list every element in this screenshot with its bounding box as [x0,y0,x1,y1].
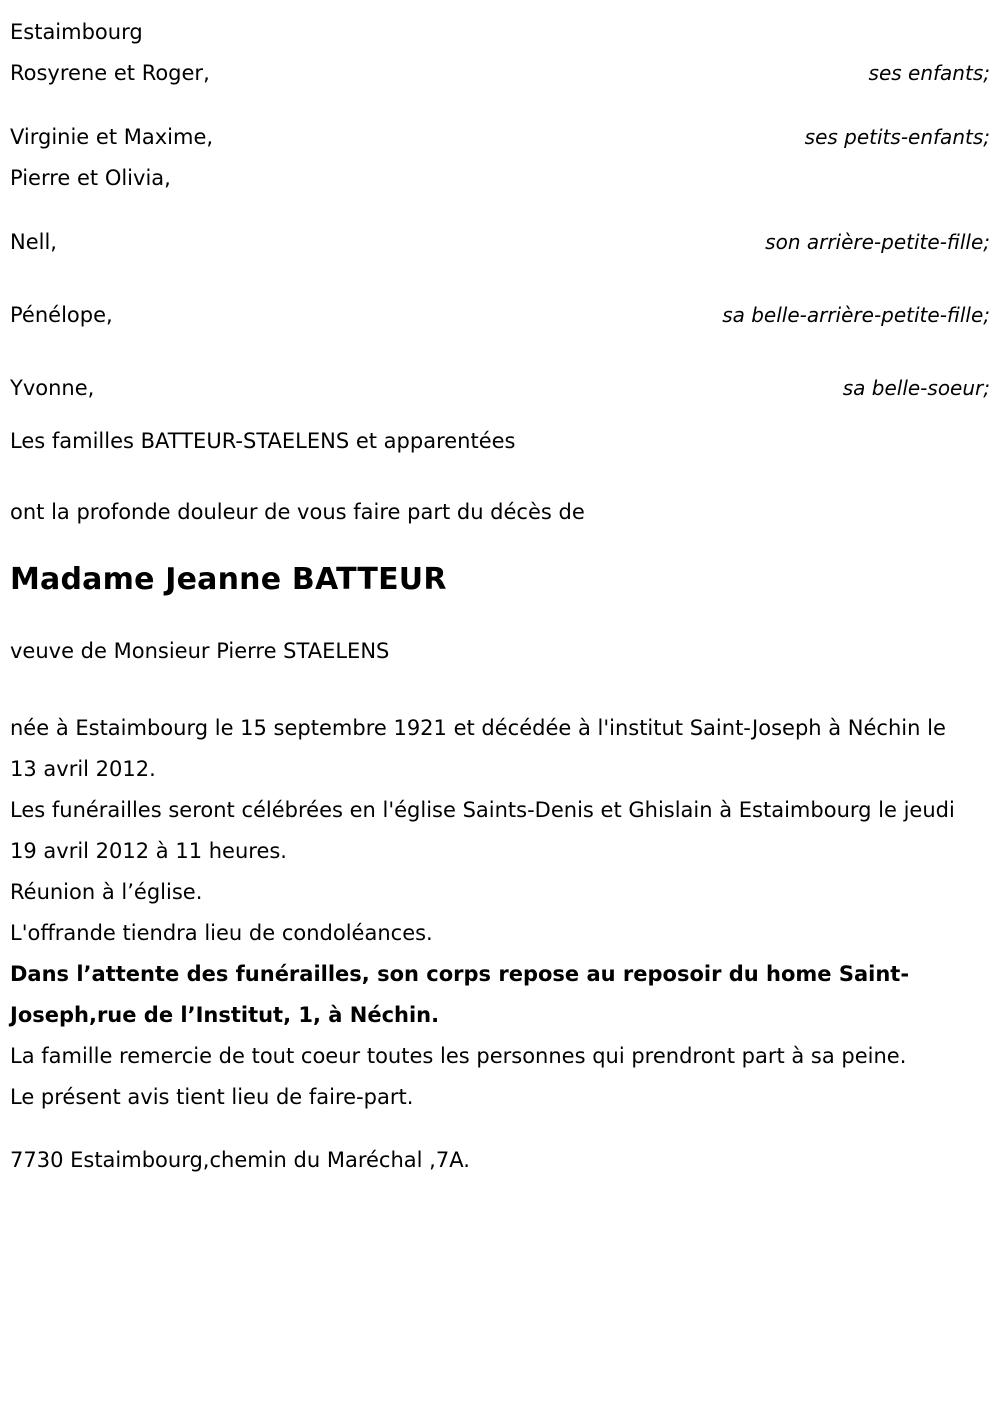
announcement-line: ont la profonde douleur de vous faire part du décès de [10,500,585,524]
relation-label: ses enfants; [868,61,990,85]
spacer [10,409,990,421]
address-line: 7730 Estaimbourg,chemin du Maréchal ,7A. [10,1148,470,1172]
name-line: Pierre et Olivia, [10,166,171,190]
relation-label: ses petits-enfants; [804,125,990,149]
spacer [10,533,990,559]
spacer [10,1118,990,1140]
spacer [10,199,990,222]
name-line: Pénélope, [10,303,113,327]
spacer [10,462,990,492]
offering-line: L'offrande tiendra lieu de condoléances. [10,921,433,945]
birth-death-line: née à Estaimbourg le 15 septembre 1921 et décédée à l'institut Saint-Joseph à Néchin le 13 avril 2012. [10,716,946,781]
deceased-name: Madame Jeanne BATTEUR [10,562,447,597]
family-group-grandchildren [10,117,990,199]
family-group-children [10,53,990,94]
family-names [10,117,213,199]
repose-notice: Dans l’attente des funérailles, son corps repose au reposoir du home Saint-Joseph,rue de l’Institut, 1, à Néchin. [10,962,910,1027]
family-group-great-granddaughter [10,222,990,263]
spacer [10,263,990,295]
spacer [10,336,990,368]
relation-label: sa belle-arrière-petite-fille; [722,303,990,327]
spacer [10,672,990,708]
spacer [10,601,990,631]
name-line: Yvonne, [10,376,95,400]
widow-of-line: veuve de Monsieur Pierre STAELENS [10,639,390,663]
name-line: Nell, [10,230,57,254]
family-group-sister-in-law [10,368,990,409]
gathering-line: Réunion à l’église. [10,880,203,904]
relation-label: sa belle-soeur; [842,376,990,400]
spacer [10,94,990,117]
family-names [10,368,94,409]
family-names [10,222,57,263]
family-names [10,295,113,336]
faire-part-line: Le présent avis tient lieu de faire-part. [10,1085,414,1109]
families-line: Les familles BATTEUR-STAELENS et apparentées [10,429,516,453]
family-names [10,53,210,94]
funeral-details: Les funérailles seront célébrées en l'église Saints-Denis et Ghislain à Estaimbourg le jeudi 19 avril 2012 à 11 heures. [10,798,955,863]
name-line: Rosyrene et Roger, [10,61,210,85]
family-group-step-great-granddaughter [10,295,990,336]
relation-label: son arrière-petite-fille; [765,230,990,254]
name-line: Virginie et Maxime, [10,125,214,149]
origin-city: Estaimbourg [10,20,143,44]
thanks-line: La famille remercie de tout coeur toutes les personnes qui prendront part à sa peine. [10,1044,907,1068]
